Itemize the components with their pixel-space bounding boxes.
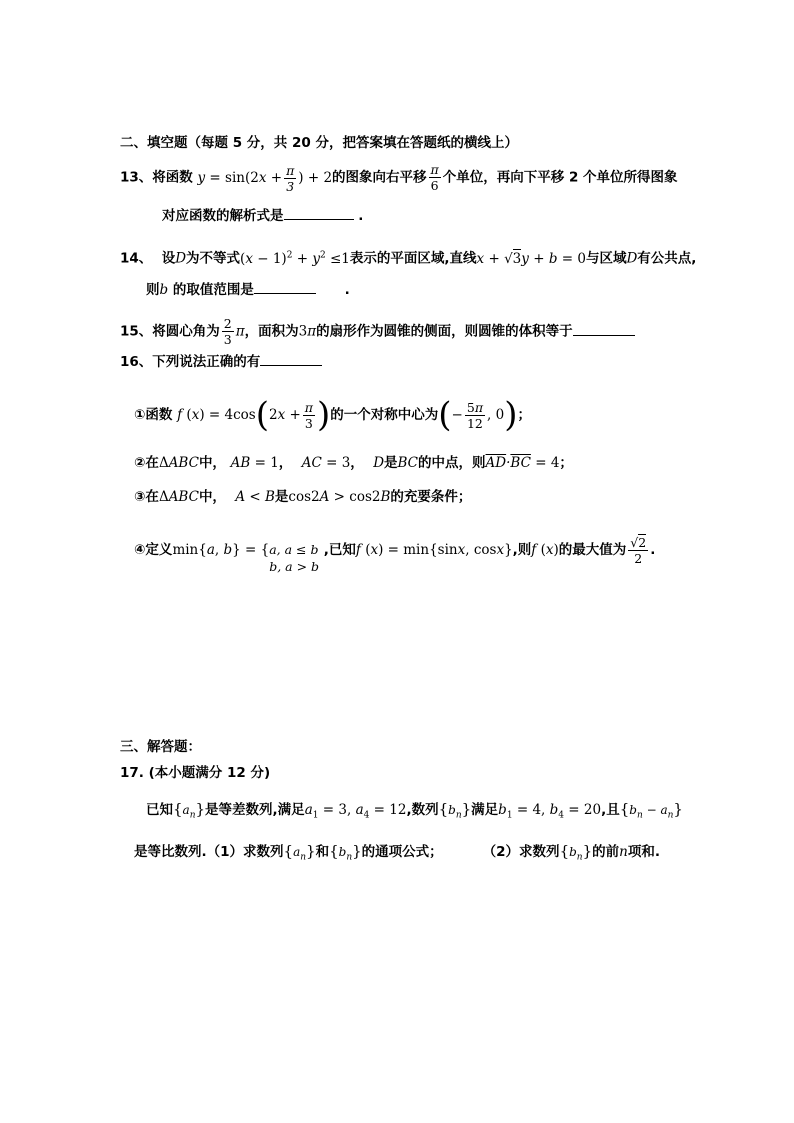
q17-seq-b: $\{b_n\}$ [438, 800, 472, 821]
q16-s1-text-c: ； [517, 407, 531, 423]
q13-text-3: 个单位，再向下平移 2 个单位所得图象 [442, 169, 678, 186]
q16-s1-function: f (x) = 4cos [177, 407, 256, 423]
q16-text-1: 下列说法正确的有 [152, 354, 261, 370]
q14-text-8: . [344, 282, 350, 298]
q16-s4-text-a: ④定义 [134, 542, 173, 558]
q13-formula: y = sin(2x + $\frac{\pi}{3}$ ) + 2 [197, 162, 333, 194]
q16-s2-text-e: 是 [384, 455, 398, 471]
q13-answer-blank[interactable] [284, 206, 354, 220]
q17-text-10: 的前 [592, 844, 620, 860]
q17-line-2 [134, 842, 660, 866]
q14-text-7: 的取值范围是 [172, 282, 254, 298]
q16-statement-2 [134, 454, 573, 472]
q16-s4-cases: a, a ≤ b b, a > b [269, 542, 320, 574]
q15-number: 15、 [120, 323, 153, 340]
q17-seq-b3: $\{b_n\}$ [559, 842, 593, 863]
q16-s4-text-d: 的最大值为 [558, 542, 627, 558]
q17-text-3: ,数列 [406, 802, 439, 818]
q14-var-d2: D [626, 250, 638, 267]
q16-s1-center-left-paren: ( [438, 395, 452, 435]
q16-s2-ab: AB = 1 [230, 455, 279, 471]
q17-text-1: 已知 [146, 802, 173, 818]
q17-text-2: 是等差数列,满足 [205, 802, 305, 818]
q16-s4-min-def: min{a, b} = { [172, 542, 270, 558]
q16-s2-dot-product: $\overline{AD}\cdot\overline{BC} = 4$ [485, 455, 560, 471]
q16-s1-center-right-paren: ) [504, 395, 518, 435]
q16-s1-right-paren: ) [317, 395, 331, 435]
q16-statement-3 [134, 488, 471, 506]
section-heading-solutions: 三、解答题： [120, 739, 201, 755]
q14-text-2: 为不等式 [186, 250, 241, 267]
q14-text-3: 表示的平面区域,直线 [349, 250, 477, 267]
q16-s2-text-g: ； [559, 455, 573, 471]
q16-s3-text-d: 的充要条件； [390, 489, 472, 505]
q17-var-n: n [619, 844, 628, 860]
q14-line-equation: x + √3y + b = 0 [476, 250, 586, 267]
q16-s2-bc: BC [397, 455, 419, 471]
q14-var-b: b [159, 282, 169, 298]
q15-angle-fraction: $\frac{2}{3}$ [223, 316, 232, 347]
q16-s1-left-paren: ( [255, 395, 269, 435]
question-13-line-2 [162, 206, 363, 225]
q16-s2-ac: AC = 3 [301, 455, 351, 471]
question-13-line-1 [120, 162, 678, 194]
q17-seq-a2: $\{a_n\}$ [283, 842, 316, 863]
q16-s3-text-c: 是 [274, 489, 289, 505]
q16-statement-4 [134, 534, 655, 575]
q16-s1-text-a: ①函数 [134, 407, 173, 423]
q14-inequality: $(x - 1)^2 + y^2 \le 1$ [240, 250, 350, 267]
q16-number: 16、 [120, 354, 153, 370]
q16-s3-text-a: ③在 [134, 489, 159, 505]
q14-text-4: 与区域 [585, 250, 627, 267]
q17-line-1 [146, 800, 683, 825]
q16-s1-text-b: 的一个对称中心为 [330, 407, 439, 423]
q16-s4-text-b: ,已知 [323, 542, 356, 558]
q17-seq-a: $\{a_n\}$ [173, 800, 206, 821]
q17-text-8: 的通项公式； [361, 844, 443, 860]
q16-s3-text-b: 中， [198, 489, 226, 505]
q17-text-6: 是等比数列.（1）求数列 [134, 844, 284, 860]
q13-shift-fraction: $\frac{\pi}{6}$ [430, 162, 439, 193]
q17-b-values: $b_1 = 4$, $b_4 = 20$ [498, 802, 602, 821]
q16-s4-max-value: $\frac{√2}{2}$ [630, 535, 647, 566]
q17-text-5: ,且 [601, 802, 620, 818]
q16-s4-text-c: ,则 [512, 542, 532, 558]
q15-answer-blank[interactable] [573, 322, 635, 336]
q17-text-11: 项和. [627, 844, 660, 860]
q17-seq-diff: $\{b_n - a_n\}$ [619, 800, 683, 821]
q16-answer-blank[interactable] [260, 352, 322, 366]
q16-s2-text-d: ， [350, 455, 364, 471]
q14-answer-blank[interactable] [254, 280, 316, 294]
q16-s3-cos-ineq: cos2A > cos2B [288, 489, 391, 505]
q17-seq-b2: $\{b_n\}$ [329, 842, 362, 863]
q14-number: 14、 [120, 250, 153, 267]
q16-s1-minus: − [451, 407, 463, 423]
q16-s1-fraction: $\frac{\pi}{3}$ [304, 399, 314, 431]
question-14-line-2 [146, 280, 350, 299]
q16-s4-fx: f (x) [531, 542, 559, 558]
q17-title: 17. (本小题满分 12 分) [120, 765, 271, 781]
q16-s1-arg: 2x + [268, 407, 301, 423]
q16-s3-triangle: ΔABC [158, 489, 199, 505]
q17-text-9: （2）求数列 [482, 844, 560, 860]
q17-text-7: 和 [315, 844, 330, 860]
q13-text-1: 将函数 [152, 169, 193, 186]
question-16 [120, 352, 322, 371]
q15-text-2: ，面积为 [244, 323, 299, 340]
q16-s2-text-b: 中， [198, 455, 226, 471]
question-15 [120, 316, 635, 347]
q16-s2-d: D [373, 455, 385, 471]
q16-s1-center-fraction: $\frac{5\pi}{12}$ [466, 399, 484, 431]
q14-text-1: 设 [161, 250, 176, 267]
q13-text-2: 的图象向右平移 [332, 169, 427, 186]
q13-text-5: . [358, 208, 364, 224]
question-14-line-1 [120, 246, 696, 268]
section-heading-fill-blank: 二、填空题（每题 5 分，共 20 分，把答案填在答题纸的横线上） [120, 135, 518, 151]
q13-text-4: 对应函数的解析式是 [162, 208, 284, 224]
q16-s2-text-a: ②在 [134, 455, 159, 471]
q16-s4-function: f (x) = min{sinx, cosx} [355, 542, 513, 558]
q13-number: 13、 [120, 169, 153, 186]
q16-statement-1 [134, 395, 531, 435]
q16-s1-center-zero: , 0 [487, 407, 505, 423]
q17-text-4: 满足 [471, 802, 499, 818]
q16-s4-text-e: . [650, 542, 656, 558]
q15-area: 3π [298, 323, 317, 340]
q16-s2-triangle: ΔABC [158, 455, 199, 471]
q14-text-6: 则 [146, 282, 160, 298]
q16-s2-text-f: 的中点，则 [418, 455, 486, 471]
q17-a-values: $a_1 = 3$, $a_4 = 12$ [304, 802, 407, 821]
q15-pi: π [235, 323, 245, 340]
q14-text-5: 有公共点, [637, 250, 697, 267]
q16-s2-text-c: ， [278, 455, 293, 471]
q15-text-3: 的扇形作为圆锥的侧面，则圆锥的体积等于 [316, 323, 573, 340]
q15-text-1: 将圆心角为 [152, 323, 220, 340]
q16-s3-a-less-b: A < B [235, 489, 275, 505]
q14-var-d: D [175, 250, 187, 267]
